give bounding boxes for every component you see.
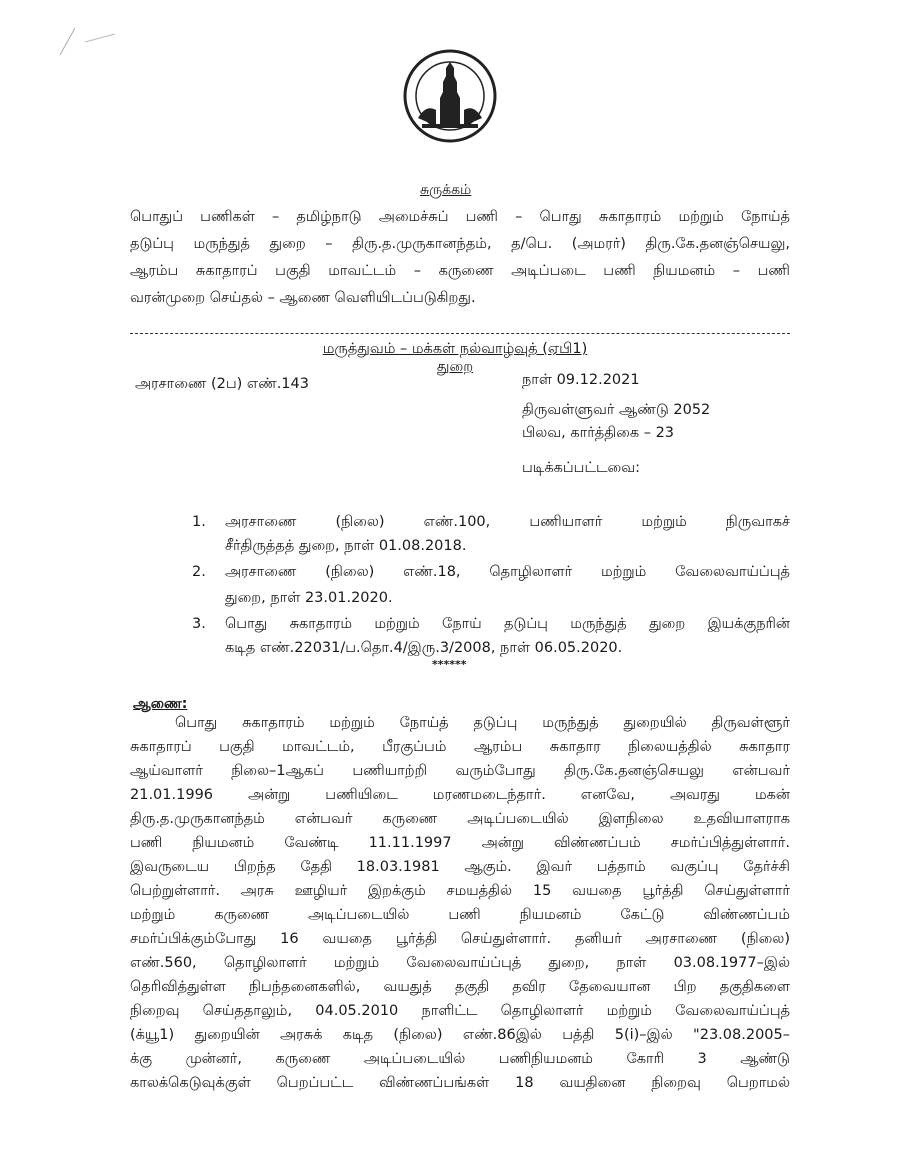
reference-line: கடித எண்.22031/ப.தொ.4/இரு.3/2008, நாள் 06.05.2020.: [225, 640, 623, 656]
tamil-year: திருவள்ளுவர் ஆண்டு 2052: [522, 402, 711, 418]
reference-line: அரசாணை (நிலை) எண்.100, பணியாளர் மற்றும் நிருவாகச்: [225, 514, 790, 530]
order-line: சுகாதாரப் பகுதி மாவட்டம், பீரகுப்பம் ஆரம்ப சுகாதார நிலையத்தில் சுகாதார: [130, 739, 790, 755]
order-line: இவருடைய பிறந்த தேதி 18.03.1981 ஆகும். இவர் பத்தாம் வகுப்பு தேர்ச்சி: [130, 859, 790, 875]
reference-number: 2.: [192, 564, 206, 580]
order-line: தெரிவித்துள்ள நிபந்தனைகளில், வயதுத் தகுதி தவிர தேவையான பிற தகுதிகளை: [130, 979, 790, 995]
order-line: மற்றும் கருணை அடிப்படையில் பணி நியமனம் கேட்டு விண்ணப்பம்: [130, 907, 790, 923]
order-line: பெற்றுள்ளார். அரசு ஊழியர் இறக்கும் சமயத்தில் 15 வயதை பூர்த்தி செய்துள்ளார்: [130, 883, 790, 899]
tamil-month: பிலவ, கார்த்திகை – 23: [522, 425, 675, 441]
government-emblem: [402, 48, 498, 144]
go-number: அரசாணை (2ப) எண்.143: [135, 376, 309, 392]
divider: [130, 333, 790, 334]
go-date: நாள் 09.12.2021: [522, 372, 640, 388]
reference-line: சீர்திருத்தத் துறை, நாள் 01.08.2018.: [225, 538, 467, 554]
order-line: காலக்கெடுவுக்குள் பெறப்பட்ட விண்ணப்பங்கள் 18 வயதினை நிறைவு பெறாமல்: [130, 1075, 790, 1091]
reference-line: பொது சுகாதாரம் மற்றும் நோய் தடுப்பு மருந்துத் துறை இயக்குநரின்: [225, 616, 790, 632]
order-line: பணி நியமனம் வேண்டி 11.11.1997 அன்று விண்ணப்பம் சமர்ப்பித்துள்ளார்.: [130, 835, 790, 851]
reference-line: துறை, நாள் 23.01.2020.: [225, 590, 393, 606]
order-line: ஆய்வாளர் நிலை–1ஆகப் பணியாற்றி வரும்போது திரு.கே.தனஞ்செயலு என்பவர்: [130, 763, 790, 779]
reference-line: அரசாணை (நிலை) எண்.18, தொழிலாளர் மற்றும் வேலைவாய்ப்புத்: [225, 564, 790, 580]
order-line: நிறைவு செய்ததாலும், 04.05.2010 நாளிட்ட தொழிலாளர் மற்றும் வேலைவாய்ப்புத்: [130, 1003, 790, 1019]
order-line: பொது சுகாதாரம் மற்றும் நோய்த் தடுப்பு மருந்துத் துறையில் திருவள்ளூர்: [175, 715, 790, 731]
scan-marks: [55, 20, 125, 60]
separator-stars: ******: [432, 658, 467, 671]
department-heading: மருத்துவம் – மக்கள் நல்வாழ்வுத் (ஏபி1) துறை: [322, 341, 588, 375]
summary-line: வரன்முறை செய்தல் – ஆணை வெளியிடப்படுகிறது.: [130, 290, 476, 306]
summary-line: தடுப்பு மருந்துத் துறை – திரு.த.முருகானந்தம், த/பெ. (அமரர்) திரு.கே.தனஞ்செயலு,: [130, 236, 790, 252]
summary-line: பொதுப் பணிகள் – தமிழ்நாடு அமைச்சுப் பணி – பொது சுகாதாரம் மற்றும் நோய்த்: [130, 209, 790, 225]
order-line: 21.01.1996 அன்று பணியிடை மரணமடைந்தார். எனவே, அவரது மகன்: [130, 787, 790, 803]
order-line: சமர்ப்பிக்கும்போது 16 வயதை பூர்த்தி செய்துள்ளார். தனியர் அரசாணை (நிலை): [130, 931, 790, 947]
order-line: எண்.560, தொழிலாளர் மற்றும் வேலைவாய்ப்புத் துறை, நாள் 03.08.1977–இல்: [130, 955, 790, 971]
order-line: (க்யூ1) துறையின் அரசுக் கடித (நிலை) எண்.86இல் பத்தி 5(i)–இல் "23.08.2005–: [130, 1027, 790, 1043]
read-heading: படிக்கப்பட்டவை:: [522, 460, 641, 476]
order-line: திரு.த.முருகானந்தம் என்பவர் கருணை அடிப்படையில் இளநிலை உதவியாளராக: [130, 811, 790, 827]
order-heading: ஆணை:: [133, 696, 188, 712]
summary-line: ஆரம்ப சுகாதாரப் பகுதி மாவட்டம் – கருணை அடிப்படை பணி நியமனம் – பணி: [130, 263, 790, 279]
reference-number: 1.: [192, 514, 206, 530]
order-line: க்கு முன்னர், கருணை அடிப்படையில் பணிநியமனம் கோரி 3 ஆண்டு: [130, 1051, 790, 1067]
reference-number: 3.: [192, 616, 206, 632]
summary-title: சுருக்கம்: [420, 182, 472, 198]
